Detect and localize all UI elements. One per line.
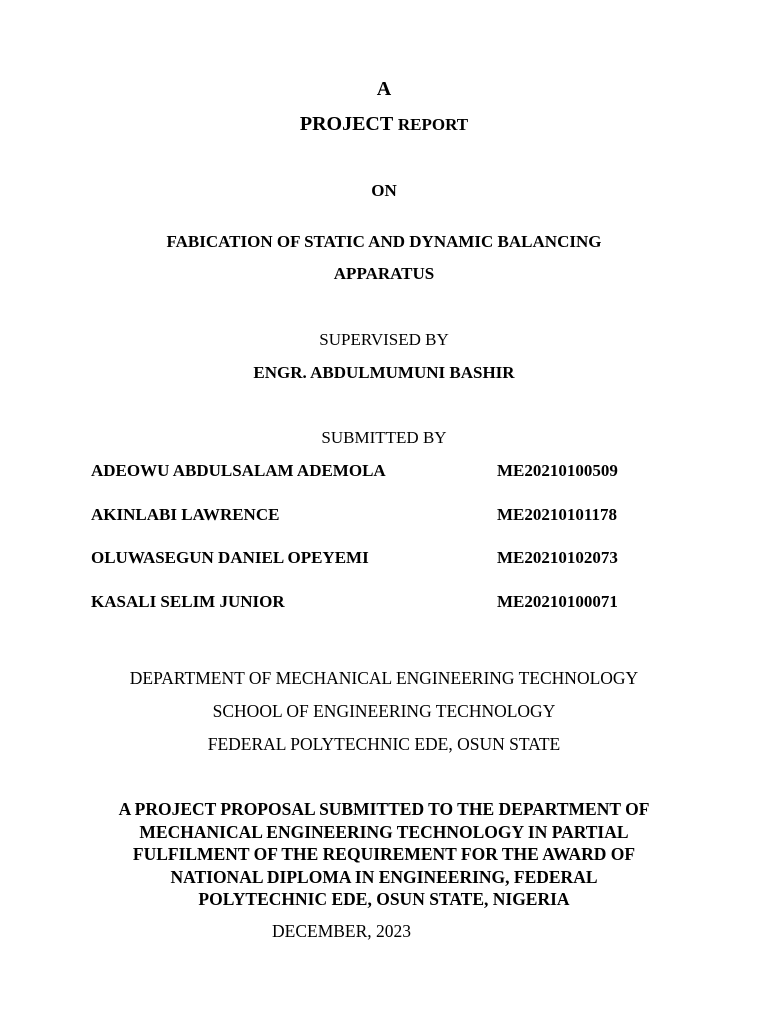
- proposal-line: FULFILMENT OF THE REQUIREMENT FOR THE AWARD OF: [132, 844, 636, 864]
- supervisor-name: ENGR. ABDULMUMUNI BASHIR: [253, 363, 515, 382]
- proposal-line: MECHANICAL ENGINEERING TECHNOLOGY IN PARTIAL: [139, 821, 629, 842]
- school-name: SCHOOL OF ENGINEERING TECHNOLOGY: [212, 701, 556, 721]
- student-row: [0, 592, 768, 614]
- student-row: [0, 548, 768, 570]
- student-id: ME20210100509: [497, 461, 618, 480]
- proposal-statement: [84, 798, 684, 911]
- student-row: [0, 461, 768, 483]
- student-name: AKINLABI LAWRENCE: [91, 505, 280, 524]
- student-id: ME20210102073: [497, 548, 618, 567]
- student-row: [0, 505, 768, 527]
- department-name: DEPARTMENT OF MECHANICAL ENGINEERING TECHNOLOGY: [129, 668, 639, 688]
- project-word: PROJECT: [299, 113, 393, 135]
- cover-on: ON: [371, 181, 397, 200]
- proposal-line: POLYTECHNIC EDE, OSUN STATE, NIGERIA: [198, 889, 570, 909]
- student-name: KASALI SELIM JUNIOR: [91, 592, 285, 611]
- student-id: ME20210100071: [497, 592, 618, 611]
- institution-name: FEDERAL POLYTECHNIC EDE, OSUN STATE: [207, 734, 561, 754]
- student-name: OLUWASEGUN DANIEL OPEYEMI: [91, 548, 369, 567]
- proposal-line: NATIONAL DIPLOMA IN ENGINEERING, FEDERAL: [170, 866, 598, 887]
- project-title-line-1: FABICATION OF STATIC AND DYNAMIC BALANCING: [166, 232, 602, 251]
- submission-date: DECEMBER, 2023: [272, 921, 412, 941]
- project-title-line-2: APPARATUS: [333, 264, 435, 283]
- cover-heading: [0, 112, 768, 136]
- cover-article: A: [376, 78, 392, 100]
- student-id: ME20210101178: [497, 505, 617, 524]
- supervised-by-label: SUPERVISED BY: [319, 330, 449, 349]
- submitted-by-label: SUBMITTED BY: [321, 428, 447, 447]
- student-name: ADEOWU ABDULSALAM ADEMOLA: [91, 461, 386, 480]
- report-word: REPORT: [397, 115, 469, 134]
- proposal-line: A PROJECT PROPOSAL SUBMITTED TO THE DEPARTMENT OF: [118, 799, 650, 819]
